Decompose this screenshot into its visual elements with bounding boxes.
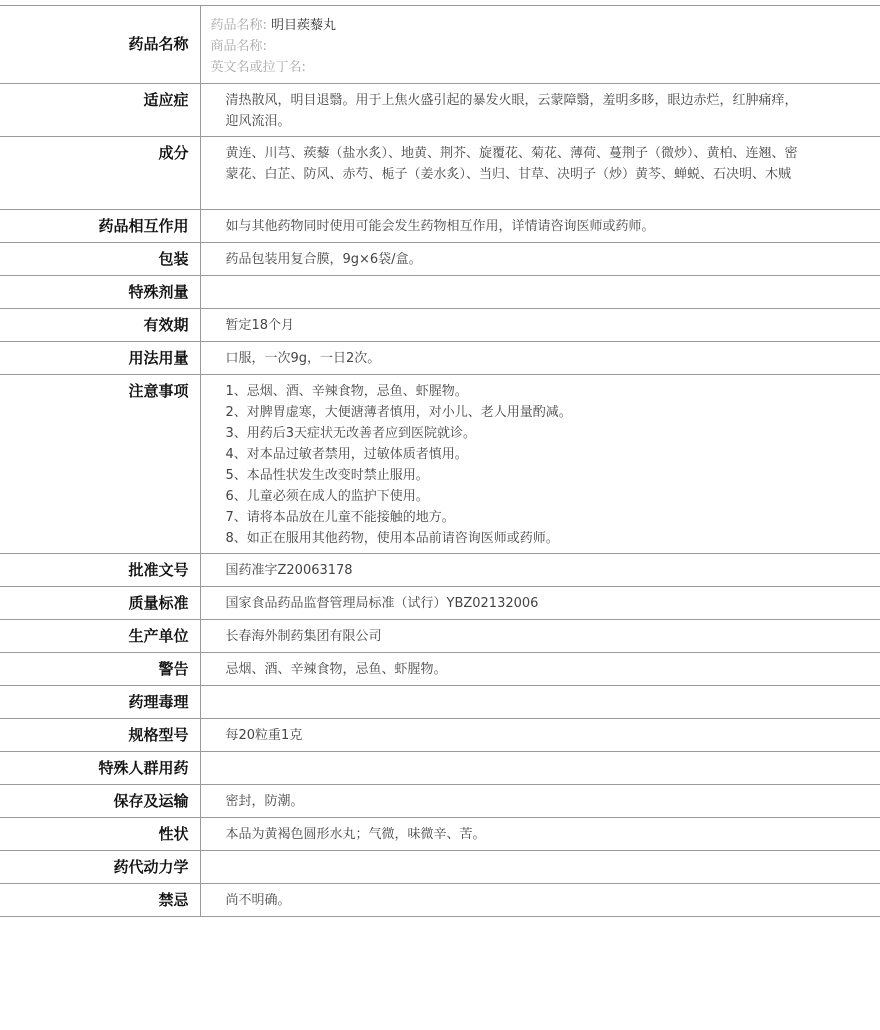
value-approval: 国药准字Z20063178 [200, 554, 880, 587]
drug-name-key: 药品名称: [210, 18, 267, 33]
precaution-item: 1、忌烟、酒、辛辣食物，忌鱼、虾腥物。 [225, 384, 468, 399]
trade-name-line [211, 36, 801, 57]
value-interactions: 如与其他药物同时使用可能会发生药物相互作用，详情请咨询医师或药师。 [200, 210, 880, 243]
drug-name-value: 明目蒺藜丸 [271, 18, 337, 33]
label-usage: 用法用量 [0, 342, 200, 375]
precaution-item: 8、如正在服用其他药物，使用本品前请咨询医师或药师。 [225, 531, 559, 546]
row-names [0, 6, 880, 84]
row-pharmacology [0, 686, 880, 719]
row-specification [0, 719, 880, 752]
row-contraindications [0, 884, 880, 917]
label-contraindications: 禁忌 [0, 884, 200, 917]
value-validity: 暂定18个月 [200, 309, 880, 342]
trade-name-key: 商品名称: [210, 39, 267, 54]
value-contraindications: 尚不明确。 [200, 884, 880, 917]
drug-spec-table [0, 5, 880, 917]
value-special-dose [200, 276, 880, 309]
row-manufacturer [0, 620, 880, 653]
precaution-item: 2、对脾胃虚寒，大便溏薄者慎用，对小儿、老人用量酌减。 [225, 405, 572, 420]
value-manufacturer: 长春海外制药集团有限公司 [200, 620, 880, 653]
label-validity: 有效期 [0, 309, 200, 342]
row-warning [0, 653, 880, 686]
label-special-dose: 特殊剂量 [0, 276, 200, 309]
row-indications [0, 84, 880, 137]
label-standard: 质量标准 [0, 587, 200, 620]
value-packaging: 药品包装用复合膜，9g×6袋/盒。 [200, 243, 880, 276]
precaution-item: 7、请将本品放在儿童不能接触的地方。 [225, 510, 455, 525]
precaution-item: 3、用药后3天症状无改善者应到医院就诊。 [225, 426, 477, 441]
english-name-key: 英文名或拉丁名: [210, 60, 306, 75]
label-pharmacology: 药理毒理 [0, 686, 200, 719]
row-usage [0, 342, 880, 375]
value-warning: 忌烟、酒、辛辣食物，忌鱼、虾腥物。 [200, 653, 880, 686]
precaution-item: 4、对本品过敏者禁用，过敏体质者慎用。 [225, 447, 468, 462]
row-pharmacokinetics [0, 851, 880, 884]
row-approval [0, 554, 880, 587]
row-appearance [0, 818, 880, 851]
row-storage [0, 785, 880, 818]
value-usage: 口服，一次9g，一日2次。 [200, 342, 880, 375]
label-manufacturer: 生产单位 [0, 620, 200, 653]
value-indications: 清热散风，明目退翳。用于上焦火盛引起的暴发火眼，云蒙障翳，羞明多眵，眼边赤烂，红肿痛痒，迎风流泪。 [200, 84, 880, 137]
value-specification: 每20粒重1克 [200, 719, 880, 752]
value-pharmacokinetics [200, 851, 880, 884]
row-special-dose [0, 276, 880, 309]
precaution-item: 5、本品性状发生改变时禁止服用。 [225, 468, 429, 483]
label-warning: 警告 [0, 653, 200, 686]
label-storage: 保存及运输 [0, 785, 200, 818]
label-drug-name: 药品名称 [0, 6, 200, 84]
value-ingredients: 黄连、川芎、蒺藜（盐水炙）、地黄、荆芥、旋覆花、菊花、薄荷、蔓荆子（微炒）、黄柏、连翘、密蒙花、白芷、防风、赤芍、栀子（姜水炙）、当归、甘草、决明子（炒）黄芩、蝉蜕、石决明、木贼 [200, 137, 880, 210]
row-ingredients [0, 137, 880, 210]
label-packaging: 包装 [0, 243, 200, 276]
label-ingredients: 成分 [0, 137, 200, 210]
precaution-item: 6、儿童必须在成人的监护下使用。 [225, 489, 429, 504]
row-validity [0, 309, 880, 342]
names-cell [200, 6, 880, 84]
label-specification: 规格型号 [0, 719, 200, 752]
row-packaging [0, 243, 880, 276]
label-special-population: 特殊人群用药 [0, 752, 200, 785]
label-indications: 适应症 [0, 84, 200, 137]
value-appearance: 本品为黄褐色圆形水丸；气微，味微辛、苦。 [200, 818, 880, 851]
label-precautions: 注意事项 [0, 375, 200, 554]
english-name-line [211, 57, 801, 78]
label-interactions: 药品相互作用 [0, 210, 200, 243]
value-special-population [200, 752, 880, 785]
drug-name-line [211, 15, 801, 36]
row-standard [0, 587, 880, 620]
row-precautions [0, 375, 880, 554]
label-approval: 批准文号 [0, 554, 200, 587]
value-standard: 国家食品药品监督管理局标准（试行）YBZ02132006 [200, 587, 880, 620]
label-pharmacokinetics: 药代动力学 [0, 851, 200, 884]
value-storage: 密封，防潮。 [200, 785, 880, 818]
value-pharmacology [200, 686, 880, 719]
row-interactions [0, 210, 880, 243]
row-special-population [0, 752, 880, 785]
value-precautions [200, 375, 880, 554]
label-appearance: 性状 [0, 818, 200, 851]
